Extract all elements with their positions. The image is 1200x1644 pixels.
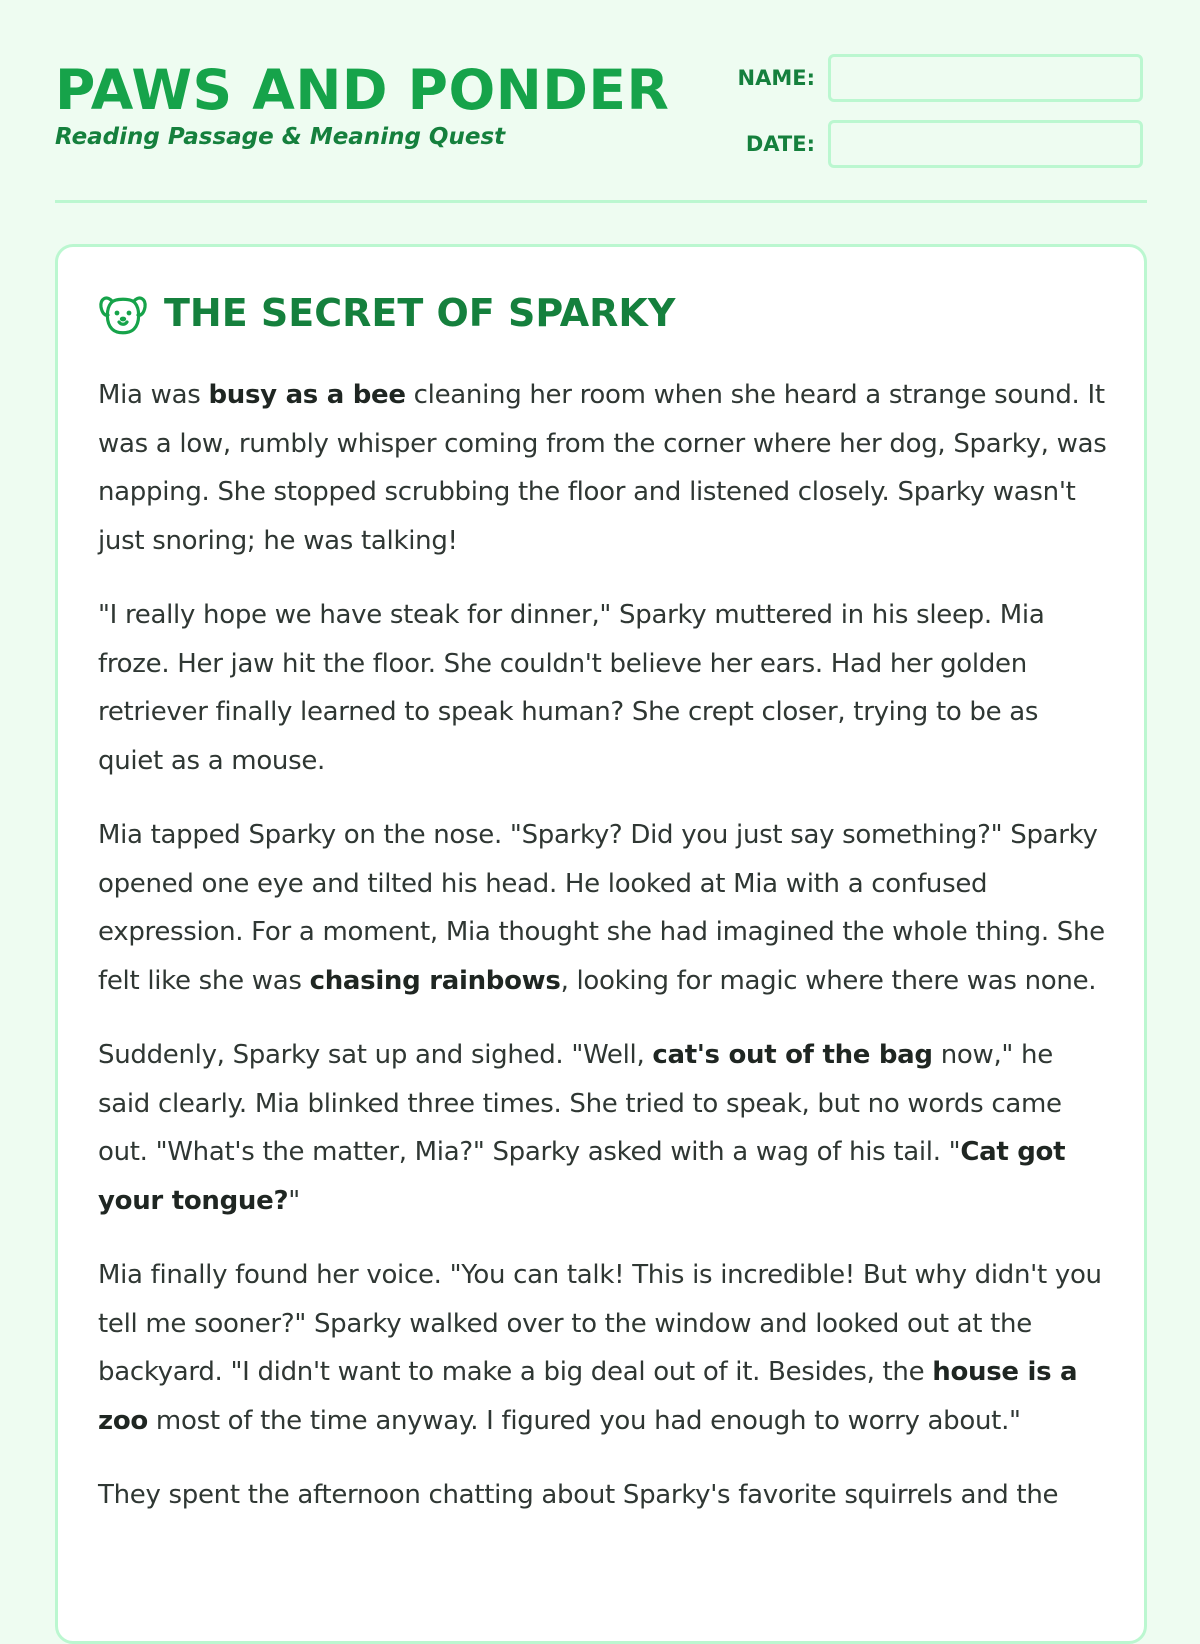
worksheet-title: PAWS AND PONDER [55,58,670,122]
idiom-highlight: chasing rainbows [309,965,561,996]
story-body [98,371,1108,1546]
story-paragraph [98,1251,1108,1445]
story-text: now," he said clearly. Mia blinked three times. She tried to speak, but no words came out. "What's the matter, Mia?" Sparky asked with a wag of his tail. " [98,1040,1062,1167]
story-paragraph [98,811,1108,1005]
story-paragraph [98,1031,1108,1225]
story-text: cleaning her room when she heard a strange sound. It was a low, rumbly whisper coming from the corner where her dog, Sparky, was napping. She stopped scrubbing the floor and listened closely. Sparky wasn't just snoring; he was talking! [98,380,1107,556]
idiom-highlight: Cat got your tongue? [98,1137,1066,1216]
story-paragraph [98,371,1108,565]
name-label: NAME: [737,66,815,90]
dog-face-icon [98,289,148,337]
story-text: , looking for magic where there was none. [560,965,1097,996]
worksheet-header [55,52,1147,202]
reading-passage-card [55,244,1147,1644]
story-paragraph [98,591,1108,785]
worksheet-subtitle: Reading Passage & Meaning Quest [55,124,506,150]
date-label: DATE: [745,132,815,156]
idiom-highlight: house is a zoo [98,1357,1078,1436]
story-text: Mia was [98,380,209,410]
date-field[interactable] [828,120,1143,168]
idiom-highlight: busy as a bee [208,380,406,410]
story-text: They spent the afternoon chatting about Sparky's favorite squirrels and the [98,1480,1059,1510]
story-text: Mia tapped Sparky on the nose. "Sparky? Did you just say something?" Sparky opened one eye and tilted his head. He looked at Mia with a confused expression. For a moment, Mia thought she had imagined the whole thing. She felt like she was [98,820,1105,996]
idiom-highlight: cat's out of the bag [652,1040,933,1070]
story-title: THE SECRET OF SPARKY [164,291,676,335]
story-text: most of the time anyway. I figured you had enough to worry about." [147,1405,1021,1436]
header-divider [55,200,1147,203]
story-paragraph [98,1471,1108,1520]
story-text: Mia finally found her voice. "You can talk! This is incredible! But why didn't you tell me sooner?" Sparky walked over to the window and looked out at the backyard. "I didn't want to make a big deal out of it. Besides, the [98,1260,1102,1387]
name-field[interactable] [828,54,1143,102]
story-text: "I really hope we have steak for dinner," Sparky muttered in his sleep. Mia froze. Her jaw hit the floor. She couldn't believe her ears. Had her golden retriever finally learned to speak human? She crept closer, trying to be as quiet as a mouse. [98,600,1045,776]
story-text: Suddenly, Sparky sat up and sighed. "Well, [98,1040,653,1070]
story-text: " [288,1185,300,1216]
